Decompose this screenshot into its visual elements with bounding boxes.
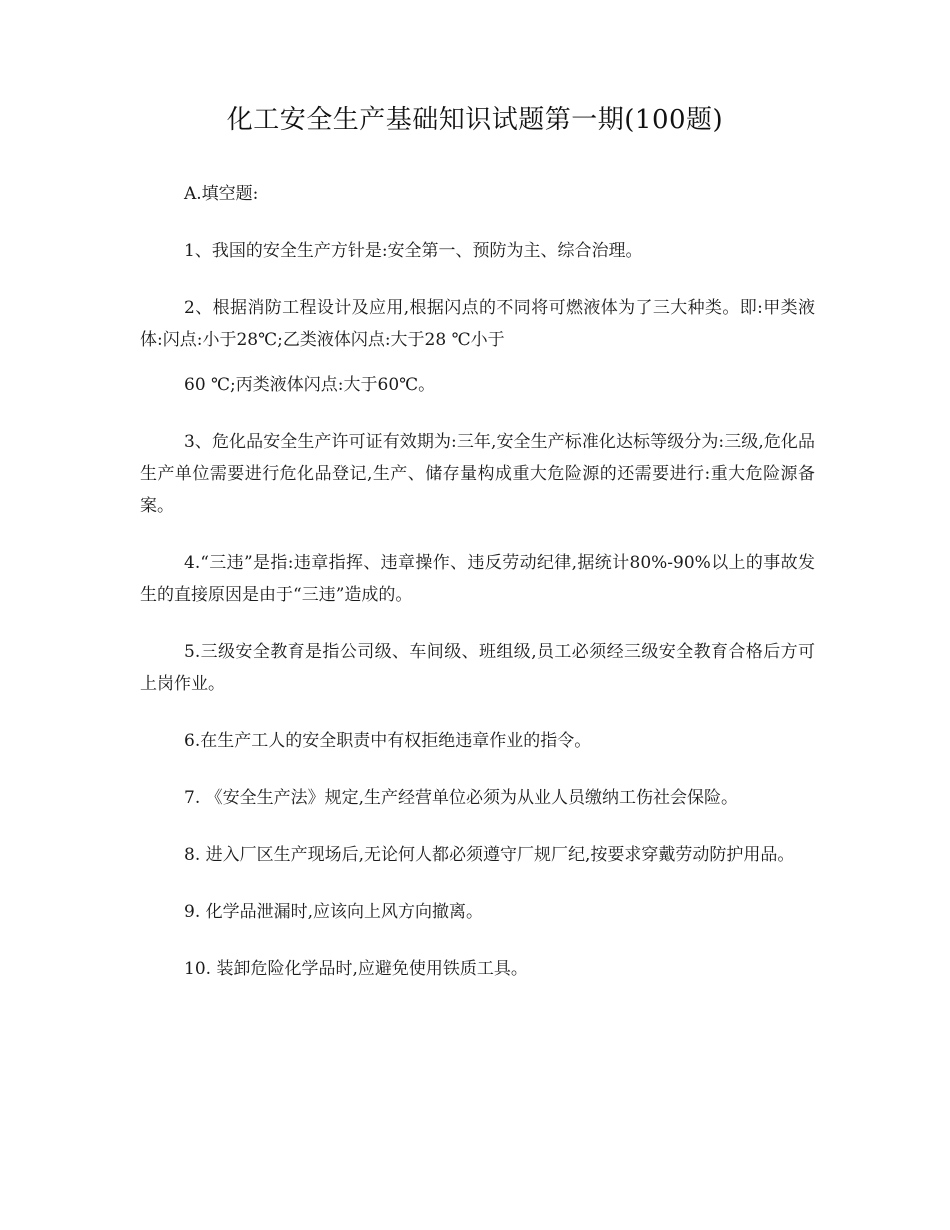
question-paragraph-5: 5.三级安全教育是指公司级、车间级、班组级,员工必须经三级安全教育合格后方可上岗作业。 bbox=[140, 642, 815, 694]
question-paragraph-8: 8. 进入厂区生产现场后,无论何人都必须遵守厂规厂纪,按要求穿戴劳动防护用品。 bbox=[184, 845, 795, 865]
question-paragraph-4: 4.“三违”是指:违章指挥、违章操作、违反劳动纪律,据统计80%-90%以上的事故发生的直接原因是由于“三违”造成的。 bbox=[140, 553, 815, 605]
document-body bbox=[140, 178, 815, 1010]
question-paragraph-6: 6.在生产工人的安全职责中有权拒绝违章作业的指令。 bbox=[184, 731, 592, 751]
question-paragraph-1: 1、我国的安全生产方针是:安全第一、预防为主、综合治理。 bbox=[184, 241, 643, 261]
document-title: 化工安全生产基础知识试题第一期(100题) bbox=[226, 105, 724, 135]
question-paragraph-9: 9. 化学品泄漏时,应该向上风方向撤离。 bbox=[184, 902, 484, 922]
section-heading: A.填空题: bbox=[184, 184, 259, 204]
question-paragraph-10: 10. 装卸危险化学品时,应避免使用铁质工具。 bbox=[184, 959, 528, 979]
question-paragraph-2-continued: 60 ℃;丙类液体闪点:大于60℃。 bbox=[184, 375, 436, 395]
question-paragraph-3: 3、危化品安全生产许可证有效期为:三年,安全生产标准化达标等级分为:三级,危化品生产单位需要进行危化品登记,生产、储存量构成重大危险源的还需要进行:重大危险源备案。 bbox=[140, 432, 815, 516]
question-paragraph-7: 7. 《安全生产法》规定,生产经营单位必须为从业人员缴纳工伤社会保险。 bbox=[184, 788, 739, 808]
question-paragraph-2: 2、根据消防工程设计及应用,根据闪点的不同将可燃液体为了三大种类。即:甲类液体:闪点:小于28℃;乙类液体闪点:大于28 ℃小于 bbox=[140, 298, 815, 350]
